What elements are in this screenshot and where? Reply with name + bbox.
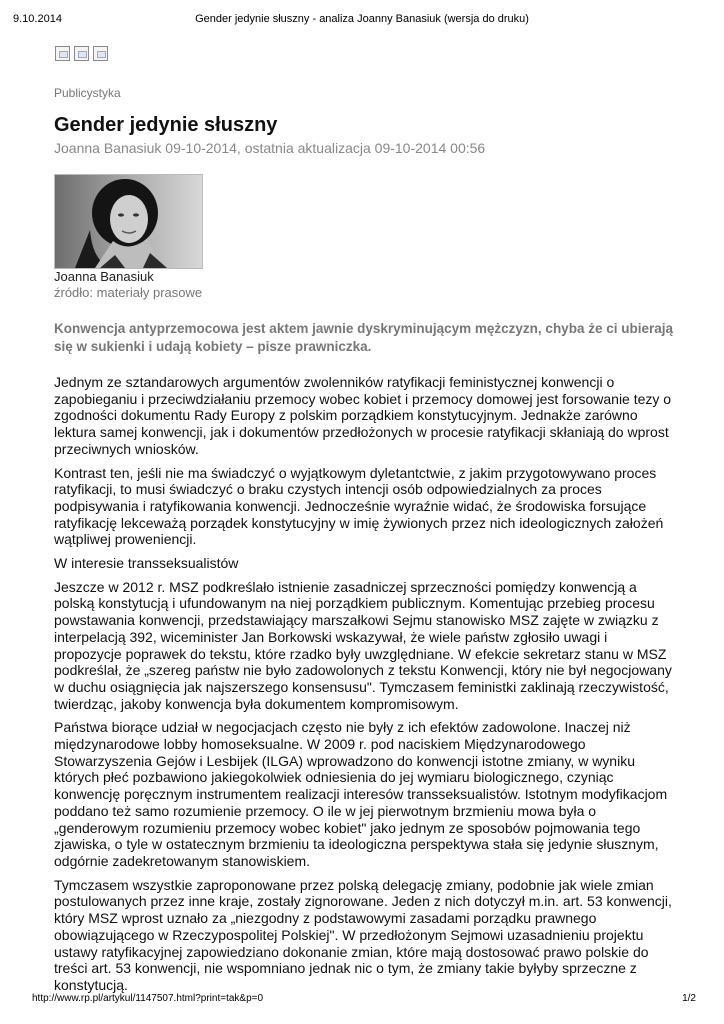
page-number: 1/2 (682, 993, 696, 1004)
subheading: W interesie transseksualistów (54, 555, 239, 572)
paragraph: Jednym ze sztandarowych argumentów zwolenników ratyfikacji feministycznej konwencji o zapobieganiu i przeciwdziałaniu przemocy wobec kobiet i przemocy domowej jest forsowanie tezy o zgodności dokumentu Rady Europy z polskim porządkiem konstytucyjnym. Jednakże zarówno lektura samej konwencji, jak i dokumentów przedłożonych w procesie ratyfikacji skłaniają do wprost przeciwnych wniosków. (54, 374, 672, 457)
broken-image-icon[interactable] (74, 46, 89, 61)
print-date: 9.10.2014 (13, 13, 62, 25)
photo-caption-name: Joanna Banasiuk (54, 269, 154, 284)
paragraph: Tymczasem wszystkie zaproponowane przez polską delegację zmiany, podobnie jak wiele zmian postulowanych przez inne kraje, zostały zignorowane. Jeden z nich dotyczył m.in. art. 53 konwencji, który MSZ wprost uznało za „niezgodny z podstawowymi zasadami porządku prawnego obowiązującego w Rzeczypospolitej Polskiej". W przedłożonym Sejmowi uzasadnieniu projektu ustawy ratyfikacyjnej zapowiedziano dokonanie zmian, które mają dostosować prawo polskie do treści art. 53 konwencji, nie wspomniano jednak nic o tym, że zmiany takie byłyby sprzeczne z konstytucją. (54, 876, 672, 993)
photo-caption-source: źródło: materiały prasowe (54, 285, 203, 300)
page-url: http://www.rp.pl/artykul/1147507.html?print=tak&p=0 (32, 993, 264, 1004)
paragraph: Jeszcze w 2012 r. MSZ podkreślało istnienie zasadniczej sprzeczności pomiędzy konwencją a polską konstytucją i ufundowanym na niej porządkiem publicznym. Komentując przebieg procesu powstawania konwencji, przedstawiający marszałkowi Sejmu stanowisko MSZ zajęte w związku z interpelacją 392, wiceminister Jan Borkowski wskazywał, że wiele państw zgłosiło uwagi i propozycje poprawek do tekstu, które rzadko były uwzględniane. W efekcie sekretarz stanu w MSZ podkreślał, że „szereg państw nie było zadowolonych z tekstu Konwencji, który nie był negocjowany w duchu osiągnięcia jak najszerszego konsensusu". Tymczasem feministki zaklinają rzeczywistość, twierdząc, jakoby konwencja była dokumentem kompromisowym. (54, 578, 672, 712)
article-title: Gender jedynie słuszny (54, 114, 278, 136)
article (54, 86, 674, 1001)
article-byline: Joanna Banasiuk 09-10-2014, ostatnia aktualizacja 09-10-2014 00:56 (54, 140, 486, 156)
print-footer (32, 993, 696, 1007)
paragraph: Państwa biorące udział w negocjacjach często nie były z ich efektów zadowolone. Inaczej niż międzynarodowe lobby homoseksualne. W 2009 r. pod naciskiem Międzynarodowego Stowarzyszenia Gejów i Lesbijek (ILGA) wprowadzono do konwencji istotne zmiany, w wyniku których płeć pozbawiono jakiegokolwiek odniesienia do jej wymiaru biologicznego, czyniąc konwencję poręcznym instrumentem realizacji interesów transseksualistów. Istotnym modyfikacjom poddano też samo rozumienie przemocy. O ile w jej pierwotnym brzmieniu mowa była o „genderowym rozumieniu przemocy wobec kobiet" jako jednym ze sposobów pojmowania tego zjawiska, o tyle w ostatecznym brzmieniu ta ideologiczna perspektywa stała się jedynie słusznym, odgórnie zadekretowanym stanowiskiem. (54, 719, 668, 869)
broken-image-icon[interactable] (93, 46, 108, 61)
paragraph: Kontrast ten, jeśli nie ma świadczyć o wyjątkowym dyletantctwie, z jakim przygotowywano proces ratyfikacji, to musi świadczyć o braku czystych intencji osób odpowiedzialnych za proces podpisywania i ratyfikowania konwencji. Jednocześnie wyraźnie widać, że środowiska forsujące ratyfikację lekceważą porządek konstytucyjny w imię żywionych przez nich ideologicznych założeń wątpliwej proweniencji. (54, 464, 664, 548)
article-lead: Konwencja antyprzemocowa jest aktem jawnie dyskryminującym mężczyzn, chyba że ci ubierają się w sukienki i udają kobiety – pisze prawniczka. (54, 321, 673, 354)
author-photo (54, 174, 203, 269)
broken-image-icon[interactable] (55, 46, 70, 61)
print-header (13, 13, 711, 27)
print-title: Gender jedynie słuszny - analiza Joanny Banasiuk (wersja do druku) (195, 13, 529, 25)
section-label: Publicystyka (54, 86, 121, 100)
toolbar-icons (55, 46, 108, 61)
